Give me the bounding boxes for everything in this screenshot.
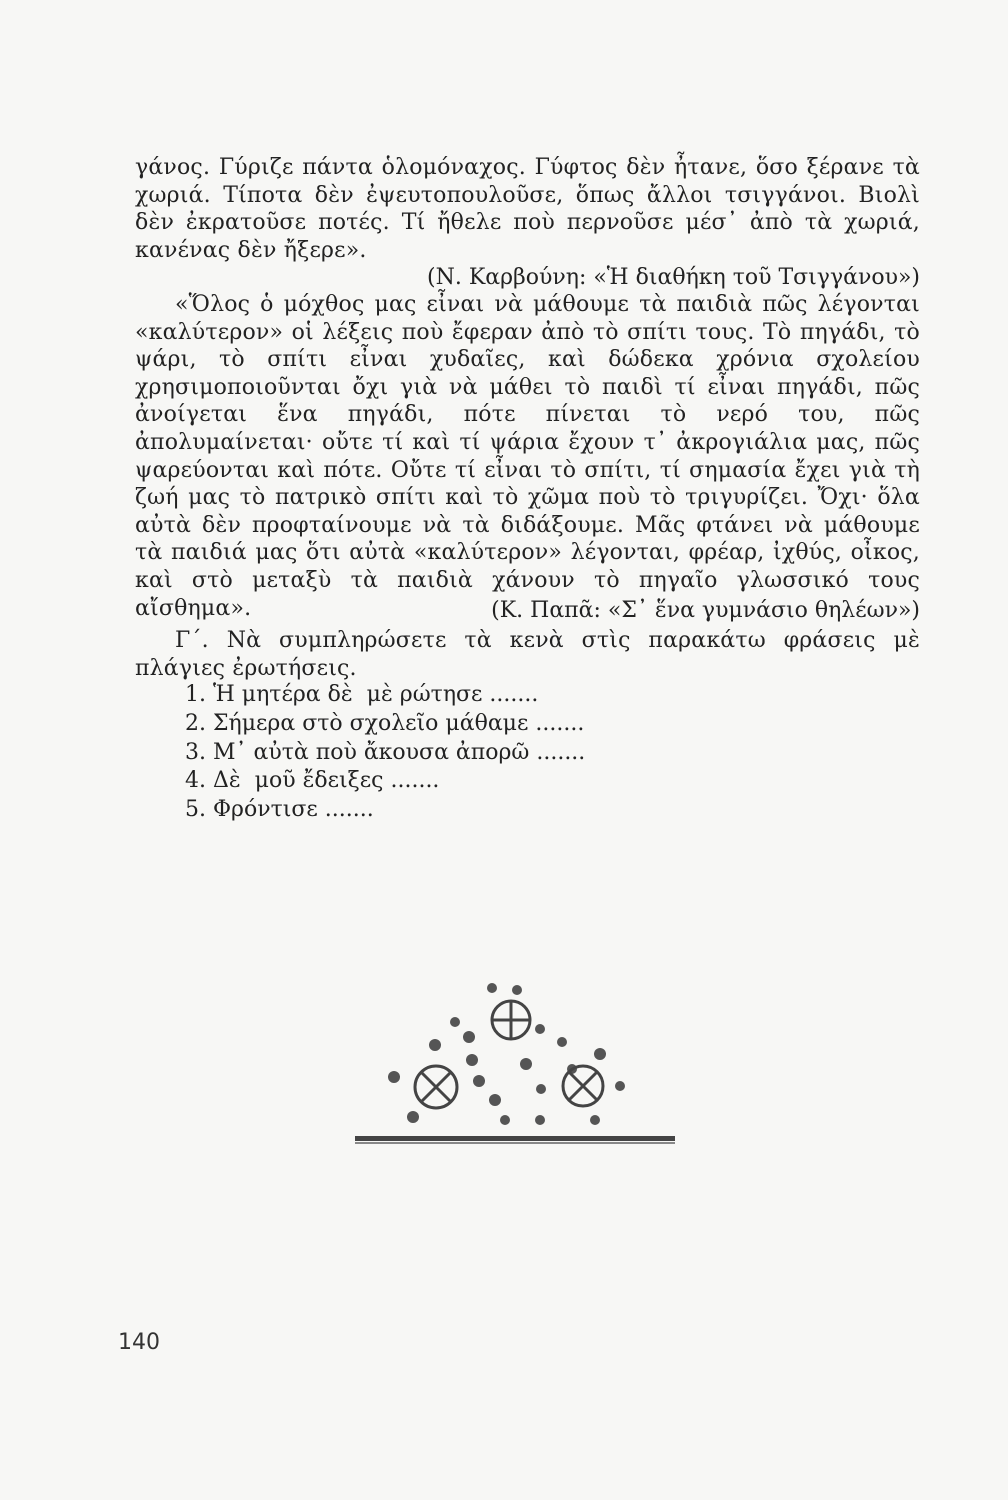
quote-2-source: (Κ. Παπᾶ: «Σ᾽ ἕνα γυμνάσιο θηλέων») — [491, 598, 920, 623]
quote-paragraph-1 — [135, 154, 920, 264]
x-circle-left — [415, 1066, 457, 1108]
exercise-item: 5. Φρόντισε ....... — [185, 797, 374, 823]
ground-line-shadow — [355, 1142, 675, 1144]
ground-line — [355, 1136, 675, 1141]
quote-paragraph-2 — [135, 291, 920, 622]
quote-1-source: (Ν. Καρβούνη: «Ἡ διαθήκη τοῦ Τσιγγάνου») — [427, 265, 920, 290]
exercise-item: 3. Μ᾽ αὐτὰ ποὺ ἄκουσα ἀπορῶ ....... — [185, 739, 586, 765]
page-number: 140 — [118, 1330, 160, 1355]
exercise-item: 1. Ἡ μητέρα δὲ μὲ ρώτησε ....... — [185, 682, 539, 707]
cross-circle-top — [492, 1001, 530, 1039]
quote-2-text: «Ὅλος ὁ μόχθος μας εἶναι νὰ μάθουμε τὰ παιδιὰ πῶς λέγονται «καλύτερον» οἱ λέξεις ποὺ ἔφεραν ἀπὸ τὸ σπίτι τους. Τὸ πηγάδι, τὸ ψάρι, τὸ σπίτι εἶναι χυδαῖες, καὶ δώδεκα χρόνια σχολείου χρησιμοποιοῦνται ὄχι γιὰ νὰ μάθει τὸ παιδὶ τί εἶναι πηγάδι, πῶς ἀνοίγεται ἕνα πηγάδι, πότε πίνεται τὸ νερό του, πῶς ἀπολυμαίνεται· οὔτε τί καὶ τί ψάρια ἔχουν τ᾽ ἀκρογιάλια μας, πῶς ψαρεύονται καὶ πότε. Οὔτε τί εἶναι τὸ σπίτι, τί σημασία ἔχει γιὰ τὴ ζωή μας τὸ πατρικὸ σπίτι καὶ τὸ χῶμα ποὺ τὸ τριγυρίζει. Ὄχι· ὅλα αὐτὰ δὲν προφταίνουμε νὰ τὰ διδάξουμε. Μᾶς φτάνει νὰ μάθουμε τὰ παιδιά μας ὅτι αὐτὰ «καλύτερον» λέγονται, φρέαρ, ἰχθύς, οἶκος, καὶ στὸ μεταξὺ τὰ παιδιὰ χάνουν τὸ πηγαῖο γλωσσικό τους αἴσθημα». — [135, 292, 920, 621]
x-circle-right — [563, 1066, 603, 1106]
quote-1-text: γάνος. Γύριζε πάντα ὁλομόναχος. Γύφτος δὲν ἦτανε, ὅσο ξέρανε τὰ χωριά. Τίποτα δὲν ἐψευτοπουλοῦσε, ὅπως ἄλλοι τσιγγάνοι. Βιολὶ δὲν ἐκρατοῦσε ποτές. Τί ἤθελε ποὺ περνοῦσε μέσ᾽ ἀπὸ τὰ χωριά, κανένας δὲν ἤξερε». — [135, 155, 920, 263]
exercise-item: 2. Σήμερα στὸ σχολεῖο μάθαμε ....... — [185, 710, 585, 736]
exercise-section — [135, 627, 920, 682]
decorative-ornament-illustration — [350, 980, 680, 1160]
exercise-list — [185, 681, 585, 825]
exercise-item: 4. Δὲ μοῦ ἔδειξες ....... — [185, 768, 440, 794]
exercise-instruction: Γ΄. Νὰ συμπληρώσετε τὰ κενὰ στὶς παρακάτω φράσεις μὲ πλάγιες ἐρωτήσεις. — [135, 628, 920, 681]
